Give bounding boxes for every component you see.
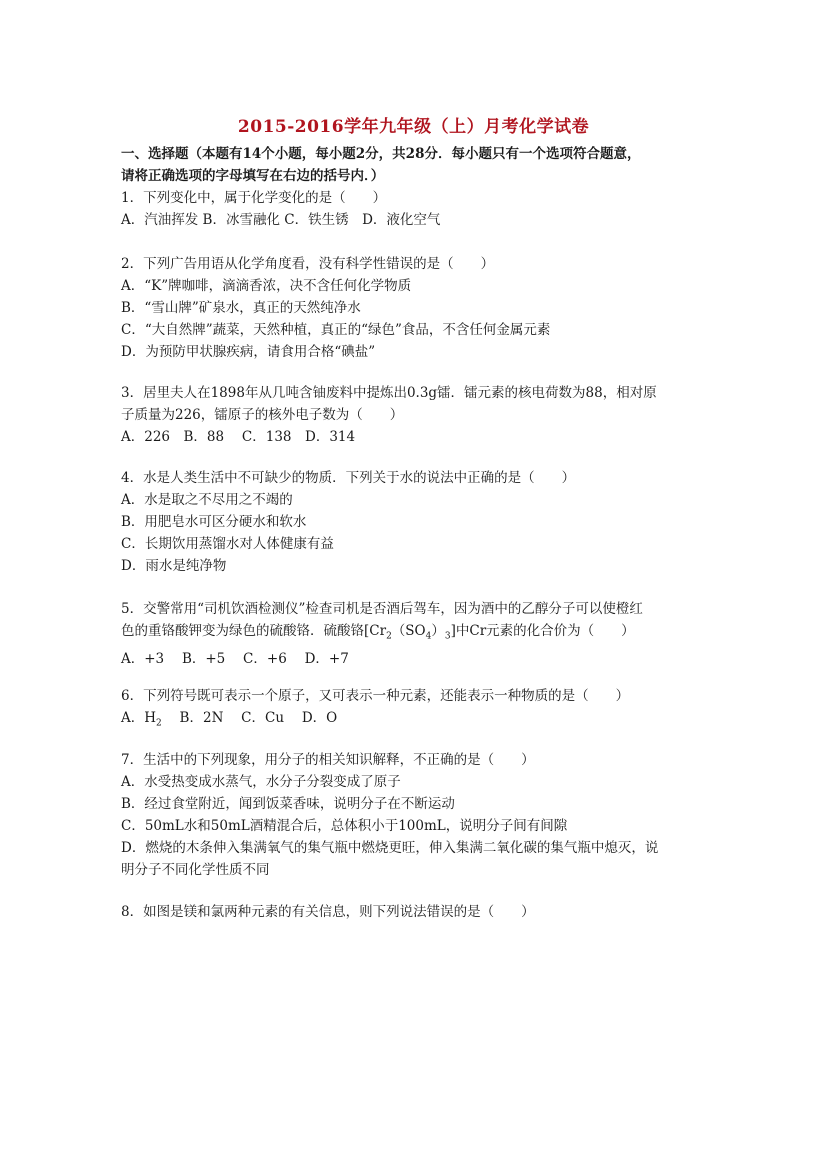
question-stem: 7．生活中的下列现象，用分子的相关知识解释，不正确的是（ ） — [121, 752, 535, 768]
option-c: C．“大自然牌”蔬菜，天然种植，真正的“绿色”食品，不含任何金属元素 — [121, 322, 551, 338]
question-6 — [121, 685, 711, 735]
option-c: C．50mL水和50mL酒精混合后，总体积小于100mL，说明分子间有间隙 — [121, 818, 568, 834]
subscript: 3 — [444, 631, 451, 642]
option-a: A．H — [121, 710, 157, 726]
section-heading — [121, 143, 706, 187]
section-line-2: 请将正确选项的字母填写在右边的括号内．） — [121, 168, 385, 184]
option-b: B．用肥皂水可区分硬水和软水 — [121, 514, 307, 530]
option-a: A．水受热变成水蒸气，水分子分裂变成了原子 — [121, 774, 401, 790]
question-2 — [121, 253, 711, 363]
question-stem: 4．水是人类生活中不可缺少的物质．下列关于水的说法中正确的是（ ） — [121, 470, 576, 486]
stem-text: ） — [431, 623, 445, 639]
option-d: D．燃烧的木条伸入集满氧气的集气瓶中燃烧更旺，伸入集满二氧化碳的集气瓶中熄灭，说 — [121, 840, 659, 856]
question-stem: 8．如图是镁和氯两种元素的有关信息，则下列说法错误的是（ ） — [121, 904, 535, 920]
subscript: 4 — [425, 631, 432, 642]
option-c: C．长期饮用蒸馏水对人体健康有益 — [121, 536, 334, 552]
question-stem-line-2: 子质量为226，镭原子的核外电子数为（ ） — [121, 407, 404, 423]
options-rest: B．2N C．Cu D．O — [161, 710, 338, 726]
exam-title: 2015-2016学年九年级（上）月考化学试卷 — [237, 117, 590, 137]
question-5 — [121, 598, 711, 670]
option-b: B．经过食堂附近，闻到饭菜香味，说明分子在不断运动 — [121, 796, 455, 812]
question-8 — [121, 901, 711, 923]
question-stem-line-2 — [121, 620, 711, 648]
question-7 — [121, 749, 711, 881]
option-a: A．水是取之不尽用之不竭的 — [121, 492, 293, 508]
option-a: A．“K”牌咖啡，滴滴香浓，决不含任何化学物质 — [121, 278, 412, 294]
question-options: A．+3 B．+5 C．+6 D．+7 — [121, 650, 349, 667]
stem-text: 色的重铬酸钾变为绿色的硫酸铬．硫酸铬[Cr — [121, 623, 387, 639]
section-line-1: 一、选择题（本题有14个小题，每小题2分，共28分．每小题只有一个选项符合题意， — [121, 146, 641, 162]
option-b: B．“雪山牌”矿泉水，真正的天然纯净水 — [121, 300, 361, 316]
question-options: A．汽油挥发 B．冰雪融化 C．铁生锈 D．液化空气 — [121, 212, 441, 228]
question-stem-line-1: 5．交警常用“司机饮酒检测仪”检查司机是否酒后驾车，因为酒中的乙醇分子可以使橙红 — [121, 601, 643, 617]
option-d-continued: 明分子不同化学性质不同 — [121, 862, 270, 878]
question-1 — [121, 187, 711, 231]
question-stem: 6．下列符号既可表示一个原子，又可表示一种元素，还能表示一种物质的是（ ） — [121, 688, 630, 704]
option-d: D．为预防甲状腺疾病，请食用合格“碘盐” — [121, 344, 376, 360]
question-stem: 2．下列广告用语从化学角度看，没有科学性错误的是（ ） — [121, 256, 495, 272]
question-options — [121, 707, 711, 735]
option-d: D．雨水是纯净物 — [121, 558, 227, 574]
question-3 — [121, 382, 711, 448]
question-4 — [121, 467, 711, 577]
stem-text: （SO — [391, 623, 426, 639]
question-stem: 1．下列变化中，属于化学变化的是（ ） — [121, 190, 387, 206]
question-stem-line-1: 3．居里夫人在1898年从几吨含铀废料中提炼出0.3g镭．镭元素的核电荷数为88，相对原 — [121, 385, 657, 401]
stem-text: ]中Cr元素的化合价为（ ） — [450, 623, 635, 639]
subscript: 2 — [386, 631, 392, 642]
question-options: A．226 B．88 C．138 D．314 — [121, 429, 356, 445]
subscript: 2 — [156, 718, 162, 729]
